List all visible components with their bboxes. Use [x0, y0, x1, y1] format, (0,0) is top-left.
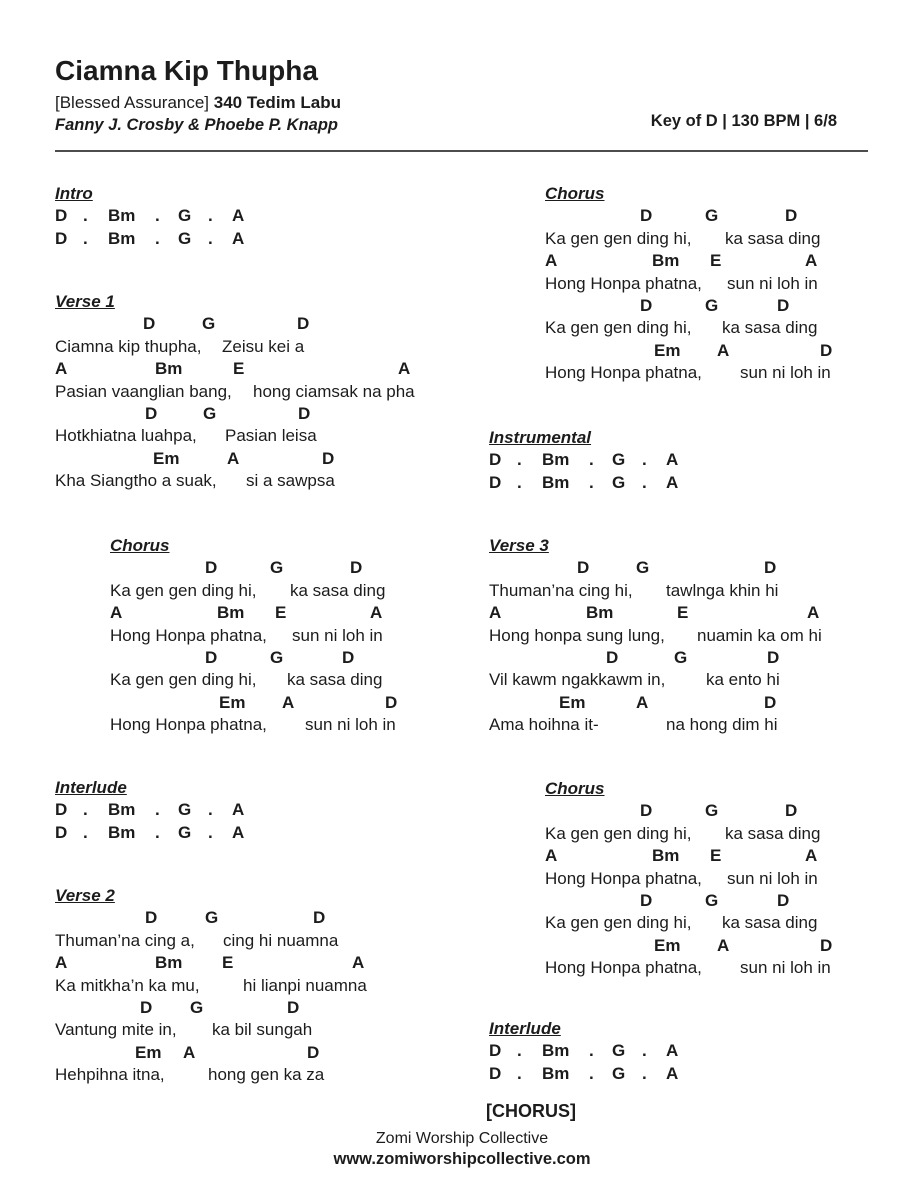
chord-symbol: E: [710, 846, 722, 866]
chord-line: [545, 846, 818, 868]
chord-line: [55, 800, 245, 822]
chord-line: [55, 1042, 320, 1065]
chord-symbol: D: [489, 1041, 502, 1061]
chord-symbol: A: [805, 846, 818, 866]
beat-dot: .: [517, 450, 522, 470]
lyric-fragment: Hong Honpa phatna,: [110, 715, 267, 735]
chord-symbol: A: [55, 953, 68, 973]
section-chorus-2: [545, 184, 833, 386]
chord-symbol: E: [222, 953, 234, 973]
song-authors: Fanny J. Crosby & Phoebe P. Knapp: [55, 116, 339, 134]
lyric-fragment: Hong honpa sung lung,: [489, 625, 665, 645]
section-instrumental: [489, 428, 679, 495]
chord-symbol: D: [489, 450, 502, 470]
lyric-line: [545, 363, 831, 385]
lyric-fragment: Hong Honpa phatna,: [545, 868, 702, 888]
chord-symbol: Bm: [108, 822, 136, 842]
chord-symbol: Bm: [217, 603, 245, 623]
chord-symbol: G: [705, 801, 719, 821]
chord-symbol: D: [145, 908, 158, 928]
chord-symbol: Bm: [108, 206, 136, 226]
lyric-fragment: sun ni loh in: [740, 363, 831, 383]
chord-symbol: Bm: [542, 450, 570, 470]
section-heading: Instrumental: [489, 428, 592, 447]
lyric-fragment: sun ni loh in: [292, 625, 383, 645]
lyric-fragment: hong ciamsak na pha: [253, 381, 415, 401]
key-tempo-meter: Key of D | 130 BPM | 6/8: [650, 112, 837, 130]
page-footer: [0, 1128, 924, 1170]
footer-website: www.zomiworshipcollective.com: [333, 1150, 591, 1168]
lyric-fragment: ka sasa ding: [725, 228, 821, 248]
chord-symbol: A: [666, 450, 679, 470]
chord-line: [489, 450, 679, 472]
beat-dot: .: [155, 822, 160, 842]
beat-dot: .: [517, 1041, 522, 1061]
chord-symbol: G: [178, 800, 192, 820]
chord-line: [55, 997, 300, 1020]
beat-dot: .: [642, 472, 647, 492]
section-heading: Interlude: [55, 778, 127, 797]
chord-symbol: Bm: [155, 953, 183, 973]
chord-line: [545, 890, 790, 913]
lyric-fragment: Pasian vaanglian bang,: [55, 381, 232, 401]
chord-line: [489, 1041, 679, 1063]
beat-dot: .: [642, 1063, 647, 1083]
chord-symbol: D: [55, 206, 68, 226]
lyric-fragment: sun ni loh in: [305, 715, 396, 735]
chord-line: [110, 603, 383, 625]
chord-symbol: Bm: [652, 846, 680, 866]
chord-symbol: G: [190, 997, 204, 1017]
beat-dot: .: [589, 1041, 594, 1061]
lyric-line: [55, 1065, 325, 1087]
chord-symbol: D: [140, 997, 153, 1017]
lyric-fragment: Thuman’na cing a,: [55, 930, 195, 950]
chord-symbol: D: [298, 403, 311, 423]
lyric-line: [110, 625, 383, 648]
chord-symbol: G: [178, 206, 192, 226]
lyric-fragment: sun ni loh in: [740, 958, 831, 978]
lyric-fragment: Vantung mite in,: [55, 1020, 177, 1040]
chord-line: [545, 206, 798, 228]
footer-collective-name: Zomi Worship Collective: [375, 1130, 549, 1147]
beat-dot: .: [83, 206, 88, 226]
chord-symbol: A: [489, 603, 502, 623]
lyric-line: [545, 228, 821, 251]
lyric-fragment: Hong Honpa phatna,: [545, 958, 702, 978]
lyric-fragment: sun ni loh in: [727, 273, 818, 293]
chord-symbol: Bm: [108, 800, 136, 820]
beat-dot: .: [83, 822, 88, 842]
chord-symbol: D: [820, 340, 833, 360]
beat-dot: .: [589, 472, 594, 492]
chord-symbol: D: [785, 206, 798, 226]
beat-dot: .: [208, 206, 213, 226]
chord-line: [55, 953, 365, 975]
lyric-line: [110, 580, 386, 603]
chord-symbol: A: [717, 935, 730, 955]
chord-line: [545, 935, 833, 958]
lyric-line: [545, 823, 821, 846]
chord-symbol: Em: [135, 1042, 162, 1062]
lyric-fragment: Pasian leisa: [225, 426, 317, 446]
lyric-fragment: sun ni loh in: [727, 868, 818, 888]
chord-symbol: G: [612, 450, 626, 470]
chord-symbol: D: [55, 228, 68, 248]
chord-symbol: A: [110, 603, 123, 623]
chord-line: [489, 472, 679, 495]
chord-symbol: A: [807, 603, 820, 623]
chord-symbol: Em: [559, 692, 586, 712]
chord-line: [489, 603, 820, 625]
chord-symbol: G: [705, 295, 719, 315]
lyric-fragment: Ka gen gen ding hi,: [545, 228, 692, 248]
chord-symbol: G: [674, 647, 688, 667]
chord-line: [55, 314, 310, 336]
chord-symbol: A: [636, 692, 649, 712]
beat-dot: .: [517, 472, 522, 492]
lyric-line: [545, 868, 818, 891]
lyric-line: [110, 670, 383, 692]
lyric-line: [489, 580, 779, 603]
lyric-fragment: Ka mitkha’n ka mu,: [55, 975, 200, 995]
lyric-line: [545, 318, 818, 340]
chord-symbol: D: [764, 558, 777, 578]
lyric-fragment: Ka gen gen ding hi,: [110, 580, 257, 600]
lyric-fragment: Ama hoihna it-: [489, 715, 599, 735]
chord-symbol: G: [202, 314, 216, 334]
chord-symbol: G: [705, 890, 719, 910]
lyric-line: [110, 715, 396, 737]
lyric-fragment: ka bil sungah: [212, 1020, 313, 1040]
chord-line: [489, 692, 777, 715]
subtitle-hymn-number: 340 Tedim Labu: [213, 93, 341, 112]
section-heading: Intro: [55, 184, 93, 203]
chord-symbol: Bm: [542, 472, 570, 492]
lyric-fragment: hi lianpi nuamna: [243, 975, 367, 995]
section-chorus-3: [545, 779, 833, 981]
chord-symbol: G: [178, 822, 192, 842]
chord-line: [55, 822, 245, 845]
lyric-line: [489, 625, 822, 648]
chord-symbol: D: [313, 908, 326, 928]
chord-symbol: A: [232, 206, 245, 226]
beat-dot: .: [589, 1063, 594, 1083]
chord-line: [489, 1063, 679, 1086]
lyric-fragment: hong gen ka za: [208, 1065, 325, 1085]
lyric-fragment: ka sasa ding: [725, 823, 821, 843]
beat-dot: .: [208, 228, 213, 248]
beat-dot: .: [642, 450, 647, 470]
section-interlude-2: [489, 1019, 679, 1086]
lyric-line: [545, 913, 818, 935]
beat-dot: .: [208, 800, 213, 820]
song-title: Ciamna Kip Thupha: [55, 55, 318, 86]
chord-symbol: A: [398, 359, 411, 379]
beat-dot: .: [83, 228, 88, 248]
chord-symbol: D: [640, 295, 653, 315]
chord-line: [110, 647, 355, 670]
lyric-line: [545, 958, 831, 980]
lyric-line: [55, 336, 305, 359]
lyric-fragment: Zeisu kei a: [222, 336, 305, 356]
lyric-fragment: Thuman’na cing hi,: [489, 580, 633, 600]
section-heading: Interlude: [489, 1019, 561, 1038]
chord-symbol: G: [270, 647, 284, 667]
chord-line: [489, 558, 777, 580]
section-heading: Chorus: [110, 536, 170, 555]
beat-dot: .: [208, 822, 213, 842]
chord-symbol: D: [820, 935, 833, 955]
chord-symbol: E: [677, 603, 689, 623]
chord-symbol: E: [275, 603, 287, 623]
chord-symbol: Em: [153, 448, 180, 468]
chord-symbol: Bm: [542, 1041, 570, 1061]
chord-symbol: A: [370, 603, 383, 623]
chord-symbol: A: [232, 228, 245, 248]
chord-symbol: A: [282, 692, 295, 712]
chord-line: [545, 801, 798, 823]
lyric-fragment: Hehpihna itna,: [55, 1065, 165, 1085]
chord-symbol: A: [227, 448, 240, 468]
lyric-fragment: Hotkhiatna luahpa,: [55, 426, 197, 446]
lyric-line: [489, 715, 778, 737]
beat-dot: .: [589, 450, 594, 470]
beat-dot: .: [155, 228, 160, 248]
chord-line: [489, 647, 780, 670]
beat-dot: .: [642, 1041, 647, 1061]
lyric-line: [55, 471, 335, 493]
chord-symbol: D: [205, 558, 218, 578]
chord-symbol: D: [764, 692, 777, 712]
chord-line: [55, 228, 245, 251]
chorus-repeat-marker: [CHORUS]: [486, 1101, 576, 1121]
lyric-line: [55, 381, 415, 404]
chord-symbol: Bm: [542, 1063, 570, 1083]
chord-line: [110, 692, 398, 715]
chord-symbol: A: [232, 822, 245, 842]
lyric-line: [55, 426, 317, 448]
lyric-line: [55, 930, 339, 953]
chord-symbol: D: [55, 822, 68, 842]
chord-symbol: D: [606, 647, 619, 667]
chord-symbol: D: [342, 647, 355, 667]
lyric-fragment: Ciamna kip thupha,: [55, 336, 202, 356]
section-intro: [55, 184, 245, 251]
chord-symbol: A: [545, 251, 558, 271]
chord-symbol: D: [143, 314, 156, 334]
chord-symbol: G: [178, 228, 192, 248]
chord-line: [55, 448, 335, 471]
chord-symbol: D: [640, 206, 653, 226]
chord-symbol: D: [385, 692, 398, 712]
chord-symbol: Bm: [652, 251, 680, 271]
section-heading: Chorus: [545, 184, 605, 203]
chord-symbol: D: [145, 403, 158, 423]
chord-symbol: D: [767, 647, 780, 667]
chord-symbol: D: [489, 472, 502, 492]
beat-dot: .: [83, 800, 88, 820]
lyric-fragment: Ka gen gen ding hi,: [545, 318, 692, 338]
chord-symbol: A: [666, 1041, 679, 1061]
section-heading: Chorus: [545, 779, 605, 798]
chord-symbol: A: [545, 846, 558, 866]
lyric-fragment: ka sasa ding: [722, 318, 818, 338]
chord-symbol: A: [55, 359, 68, 379]
lyric-fragment: Ka gen gen ding hi,: [545, 823, 692, 843]
chord-symbol: G: [636, 558, 650, 578]
chord-symbol: Bm: [108, 228, 136, 248]
lyric-fragment: Hong Honpa phatna,: [545, 273, 702, 293]
chord-symbol: Bm: [586, 603, 614, 623]
chord-symbol: E: [710, 251, 722, 271]
lyric-fragment: ka sasa ding: [722, 913, 818, 933]
header-divider: [55, 150, 868, 152]
chord-line: [545, 340, 833, 363]
chord-symbol: D: [785, 801, 798, 821]
chord-symbol: Em: [654, 935, 681, 955]
lyric-fragment: Ka gen gen ding hi,: [110, 670, 257, 690]
chord-symbol: G: [205, 908, 219, 928]
section-verse-2: [55, 886, 367, 1088]
chord-symbol: E: [233, 359, 245, 379]
chord-symbol: D: [350, 558, 363, 578]
lyric-fragment: Kha Siangtho a suak,: [55, 471, 217, 491]
section-interlude-1: [55, 778, 245, 845]
chord-line: [55, 206, 245, 228]
chord-symbol: A: [183, 1042, 196, 1062]
chord-symbol: D: [777, 295, 790, 315]
chord-symbol: D: [640, 890, 653, 910]
chord-symbol: D: [489, 1063, 502, 1083]
chord-symbol: Em: [219, 692, 246, 712]
section-verse-3: [489, 536, 822, 738]
chord-symbol: G: [612, 1063, 626, 1083]
lyric-fragment: na hong dim hi: [666, 715, 778, 735]
section-heading: Verse 2: [55, 886, 115, 905]
chord-line: [545, 295, 790, 318]
chord-symbol: A: [352, 953, 365, 973]
chord-symbol: G: [270, 558, 284, 578]
lyric-line: [545, 273, 818, 296]
lyric-fragment: tawlnga khin hi: [666, 580, 779, 600]
chord-symbol: A: [232, 800, 245, 820]
song-subtitle: [55, 93, 341, 113]
chord-line: [545, 251, 818, 273]
section-heading: Verse 3: [489, 536, 549, 555]
chord-symbol: G: [705, 206, 719, 226]
chord-symbol: D: [205, 647, 218, 667]
chord-symbol: D: [577, 558, 590, 578]
chord-symbol: D: [287, 997, 300, 1017]
lyric-line: [489, 670, 780, 692]
lyric-fragment: ka sasa ding: [290, 580, 386, 600]
chord-symbol: Bm: [155, 359, 183, 379]
chord-line: [55, 908, 326, 930]
lyric-fragment: ka ento hi: [706, 670, 780, 690]
section-heading: Verse 1: [55, 292, 115, 311]
section-chorus-1: [110, 536, 398, 738]
lyric-fragment: Hong Honpa phatna,: [545, 363, 702, 383]
chord-symbol: D: [55, 800, 68, 820]
chord-symbol: D: [307, 1042, 320, 1062]
lyric-fragment: ka sasa ding: [287, 670, 383, 690]
chord-symbol: A: [666, 472, 679, 492]
chord-symbol: D: [777, 890, 790, 910]
lyric-fragment: Hong Honpa phatna,: [110, 625, 267, 645]
chord-line: [55, 403, 311, 426]
chord-symbol: A: [666, 1063, 679, 1083]
subtitle-original-title: [Blessed Assurance]: [55, 93, 214, 112]
chord-symbol: D: [322, 448, 335, 468]
chord-symbol: G: [612, 1041, 626, 1061]
chord-line: [55, 359, 411, 381]
beat-dot: .: [155, 206, 160, 226]
chord-symbol: G: [203, 403, 217, 423]
lyric-fragment: cing hi nuamna: [223, 930, 339, 950]
chord-symbol: D: [297, 314, 310, 334]
chord-symbol: Em: [654, 340, 681, 360]
chord-line: [110, 558, 363, 580]
lyric-fragment: nuamin ka om hi: [697, 625, 822, 645]
chord-symbol: A: [717, 340, 730, 360]
lyric-fragment: Ka gen gen ding hi,: [545, 913, 692, 933]
chord-symbol: D: [640, 801, 653, 821]
chord-symbol: A: [805, 251, 818, 271]
chord-symbol: G: [612, 472, 626, 492]
lyric-line: [55, 975, 367, 998]
beat-dot: .: [155, 800, 160, 820]
section-verse-1: [55, 292, 415, 494]
lyric-line: [55, 1020, 313, 1042]
lyric-fragment: si a sawpsa: [246, 471, 335, 491]
beat-dot: .: [517, 1063, 522, 1083]
lyric-fragment: Vil kawm ngakkawm in,: [489, 670, 666, 690]
